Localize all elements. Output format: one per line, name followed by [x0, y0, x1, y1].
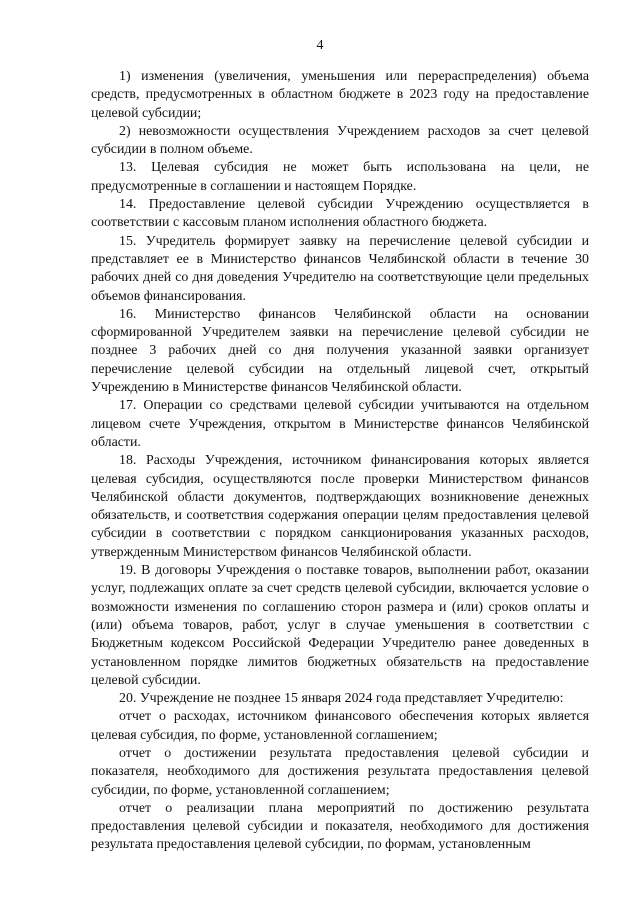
paragraph-report-plan: отчет о реализации плана мероприятий по достижению результата предоставления целевой субсидии и показателя, необходимого для достижения результата предоставления целевой субсидии, по формам, установленным	[91, 800, 589, 853]
paragraph-report-results: отчет о достижении результата предоставления целевой субсидии и показателя, необходимого для достижения результата предоставления целевой субсидии, по форме, установленной соглашением;	[91, 745, 589, 798]
paragraph-19: 19. В договоры Учреждения о поставке товаров, выполнении работ, оказании услуг, подлежащих оплате за счет средств целевой субсидии, включается условие о возможности изменения по соглашению сторон размера и (или) сроков оплаты и (или) объема товаров, работ, услуг в случае уменьшения в соответствии с Бюджетным кодексом Российской Федерации Учредителю ранее доведенных в установленном порядке лимитов бюджетных обязательств на предоставление целевой субсидии.	[91, 563, 589, 688]
paragraph-14: 14. Предоставление целевой субсидии Учреждению осуществляется в соответствии с кассовым планом исполнения областного бюджета.	[91, 197, 589, 231]
paragraph-15: 15. Учредитель формирует заявку на перечисление целевой субсидии и представляет ее в Министерство финансов Челябинской области в течение 30 рабочих дней со дня доведения Учредителю на соответствующие цели предельных объемов финансирования.	[91, 233, 589, 304]
paragraph-13: 13. Целевая субсидия не может быть использована на цели, не предусмотренные в соглашении и настоящем Порядке.	[91, 160, 589, 194]
paragraph-report-expenses: отчет о расходах, источником финансового обеспечения которых является целевая субсидия, по форме, установленной соглашением;	[91, 709, 589, 743]
document-body	[91, 68, 589, 855]
paragraph-item-1-budget-change: 1) изменения (увеличения, уменьшения или перераспределения) объема средств, предусмотренных в областном бюджете в 2023 году на предоставление целевой субсидии;	[91, 69, 589, 121]
paragraph-17: 17. Операции со средствами целевой субсидии учитываются на отдельном лицевом счете Учреждения, открытом в Министерстве финансов Челябинской области.	[91, 398, 589, 450]
paragraph-18: 18. Расходы Учреждения, источником финансирования которых является целевая субсидия, осуществляются после проверки Министерством финансов Челябинской области документов, подтверждающих возникновение денежных обязательств, и соответствия содержания операции целям предоставления целевой субсидии в соответствии с порядком санкционирования указанных расходов, утвержденным Министерством финансов Челябинской области.	[91, 453, 589, 560]
paragraph-item-2-impossibility: 2) невозможности осуществления Учреждением расходов за счет целевой субсидии в полном объеме.	[91, 123, 589, 158]
page-number: 4	[316, 38, 324, 53]
paragraph-16: 16. Министерство финансов Челябинской области на основании сформированной Учредителем заявки на перечисление целевой субсидии не позднее 3 рабочих дней со дня получения указанной заявки организует перечисление целевой субсидии на отдельный лицевой счет, открытый Учреждению в Министерстве финансов Челябинской области.	[91, 306, 589, 396]
paragraph-20: 20. Учреждение не позднее 15 января 2024 года представляет Учредителю:	[119, 691, 564, 707]
